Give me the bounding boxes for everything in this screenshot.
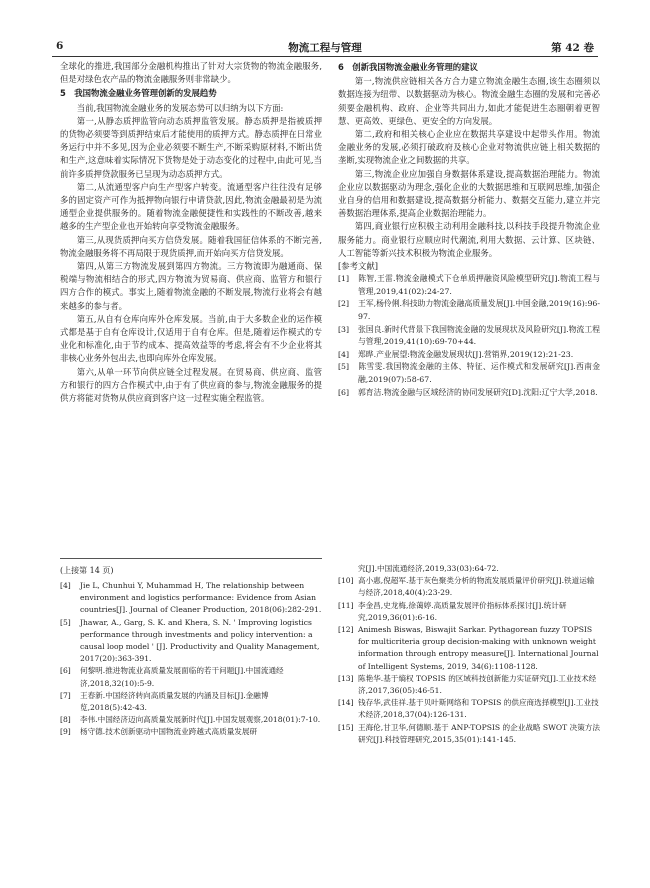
continued-note: (上接第 14 页) [60,566,114,575]
reference-item [338,563,600,575]
reference-text: 陈雪雯.我国物流金融的主体、特征、运作模式和发展研究[J].西南金融,2019(07):58-67. [358,362,600,384]
left-column [60,60,322,405]
reference-text: Jhawar, A., Garg, S. K. and Khera, S. N. ' Improving logistics performance through investments and policy intervention: a causal loop model ' [J]. Productivity and Quality Management, 2017(20):363-391. [80,617,320,664]
reference-text: Jie L, Chunhui Y, Muhammad H, The relationship between environment and logistics performance: Evidence from Asian countries[J]. Journal of Cleaner Production, 2018(06):282-291. [80,581,322,615]
reference-number: [6] [338,387,350,397]
reference-item [60,726,322,738]
reference-number: [5] [60,617,71,627]
reference-text: 高小惠,倪超军.基于灰色聚类分析的物流发展质量评价研究[J].铁道运输与经济,2018,40(4):23-29. [358,576,595,598]
reference-item [338,349,600,362]
reference-number: [1] [338,274,350,284]
reference-number: [7] [60,690,71,700]
reference-item [338,697,600,721]
reference-number: [11] [338,600,354,610]
reference-number: [4] [338,349,350,359]
paragraph: 第一,物流供应链相关各方合力建立物流金融生态圈,该生态圈须以数据连接为纽带、以数据驱动为核心。物流金融生态圈的发展和完善必须要金融机构、政府、企业等共同出力,如此才能促进生态圈朝着更智慧、更高效、更绿色、更安全的方向发展。 [338,76,600,126]
reference-text: 陈艳华.基于熵权 TOPSIS 的区域科技创新能力实证研究[J].工业技术经济,2017,36(05):46-51. [358,673,597,696]
reference-text: 郑晔.产业展望:物流金融发展现状[J].营销界,2019(12):21-23. [358,349,574,359]
reference-number: [6] [60,666,71,676]
reference-item [60,580,322,617]
paragraph: 第五,从自有仓库向库外仓库发展。当前,由于大多数企业的运作模式都是基于自有仓库设计,仅适用于自有仓库。但是,随着运作模式的专业化和标准化,由于节约成本、提高效益等的考虑,将会有不少企业将其非核心业务外包出去,也即向库外仓库发展。 [60,313,322,364]
paragraph: 第三,物流企业应加强自身数据体系建设,提高数据治理能力。物流企业应以数据驱动为理念,强化企业的大数据思维和互联网思维,加强企业自身的信用和数据建设,提高数据分析能力、数据交互能力,建立并完善数据治理体系,提高企业数据治理能力。 [338,168,600,219]
reference-text: 何黎明.推进物流业高质量发展面临的若干问题[J].中国流通经济,2018,32(10):5-9. [80,666,284,688]
reference-item [60,714,322,726]
reference-item [338,722,600,746]
reference-item [338,298,600,323]
journal-title: 物流工程与管理 [288,42,362,54]
reference-text: 张国良.新时代背景下我国物流金融的发展现状及风险研究[J].物流工程与管理,2019,41(10):69-70+44. [358,324,600,347]
reference-text: 究[J].中国流通经济,2019,33(03):64-72. [358,564,499,573]
reference-number: [5] [338,362,350,372]
running-header [52,40,598,57]
reference-item [60,690,322,714]
reference-item [60,617,322,666]
reference-item [338,575,600,599]
bottom-left-references [60,580,322,739]
reference-number: [14] [338,698,354,708]
paragraph: 第三,从现货质押向买方信贷发展。随着我国征信体系的不断完善,物流金融服务将不再局限于现货质押,而开始向买方信贷发展。 [60,234,322,258]
page-number: 6 [56,40,64,52]
volume-label: 第 42 卷 [551,42,594,54]
reference-item [338,273,600,298]
paragraph: 第四,商业银行应积极主动利用金融科技,以科技手段提升物流企业服务能力。商业银行应顺应时代潮流,利用大数据、云计算、区块链、人工智能等新兴技术积极为物流企业服务。 [338,221,600,258]
bottom-right-references [338,563,600,746]
right-column [338,60,600,399]
reference-number: [4] [60,581,71,590]
reference-number: [12] [338,625,354,635]
reference-number: [15] [338,722,354,732]
reference-number: [3] [338,324,350,334]
reference-item [338,361,600,386]
reference-text: 杨守德.技术创新驱动中国物流业跨越式高质量发展研 [80,727,258,737]
section-divider [60,558,322,559]
reference-text: 李金昌,史龙梅,徐蔼婷.高质量发展评价指标体系探讨[J].统计研究,2019,36(01):6-16. [358,600,567,622]
reference-text: 李伟.中国经济迈向高质量发展新时代[J].中国发展观察,2018(01):7-10. [80,715,321,725]
reference-item [60,665,322,689]
reference-item [338,624,600,673]
reference-text: 王海伦,甘卫华,何德顺.基于 ANP-TOPSIS 的企业战略 SWOT 决策方法研究[J].科技管理研究,2015,35(01):141-145. [358,722,600,744]
reference-text: 钱存华,武佳祥.基于贝叶斯网络和 TOPSIS 的供应商选择模型[J].工业技术经济,2018,37(04):126-131. [358,698,599,720]
paragraph: 全球化的推进,我国部分金融机构推出了针对大宗货物的物流金融服务,但是对绿色农产品的物流金融服务则非常缺少。 [60,61,322,85]
reference-item [338,324,600,349]
paragraph: 第四,从第三方物流发展到第四方物流。三方物流即为融通商、保税端与物流相结合的形式,四方物流为贸易商、供应商、监管方和银行四方合作的模式。事实上,随着物流金融的不断发展,物流行业将会有越来越多的参与者。 [60,261,322,311]
reference-item [338,673,600,697]
reference-item [338,600,600,624]
paragraph: 第一,从静态质押监管向动态质押监管发展。静态质押是指被质押的货物必须要等到质押结束后才能使用的质押方式。静态质押在日常业务运行中并不多见,因为企业必须要不断生产,不断采购原材料,不断出货和生产,这意味着实际情况下货物是处于动态变化的过程中,由此可见,当前许多质押贷款服务已呈现为动态质押方式。 [60,115,322,179]
reference-text: 郭育洁.物流金融与区域经济的协同发展研究[D].沈阳:辽宁大学,2018. [358,387,598,397]
reference-item [338,387,600,400]
section-heading-5: 5 我国物流金融业务管理创新的发展趋势 [60,88,217,99]
references-title: [参考文献] [338,261,379,272]
reference-text: 王春新.中国经济转向高质量发展的内涵及目标[J].金融博览,2018(5):42-43. [80,690,269,713]
paragraph: 第六,从单一环节向供应链全过程发展。在贸易商、供应商、监管方和银行的四方合作模式中,由于有了供应商的参与,物流金融服务的提供方将能对货物从供应商到客户这一过程实施全程监管。 [60,366,322,404]
reference-text: 王军,杨伶俐.科技助力物流金融高质量发展[J].中国金融,2019(16):96-97. [358,299,600,322]
section-heading-6: 6 创新我国物流金融业务管理的建议 [338,62,478,72]
reference-number: [2] [338,299,350,309]
paragraph: 第二,政府和相关核心企业应在数据共享建设中起带头作用。物流金融业务的发展,必须打破政府及核心企业对物流供应链上相关数据的垄断,实现物流企业之间数据的共享。 [338,129,600,166]
paragraph: 第二,从流通型客户向生产型客户转变。流通型客户往往没有足够多的固定资产可作为抵押物向银行申请贷款,因此,物流金融最初是为流通型企业提供服务的。随着物流金融便捷性和实践性的不断改善,越来越多的生产型企业也开始转向享受物流金融服务。 [60,181,322,232]
reference-text: Animesh Biswas, Biswajit Sarkar. Pythagorean fuzzy TOPSIS for multicriteria group decision-making with unknown weight information through entropy measure[J]. International Journal of Intelligent Systems, 2019, 34(6):1108-1128. [358,625,599,671]
reference-number: [8] [60,715,71,725]
paragraph: 当前,我国物流金融业务的发展态势可以归纳为以下方面: [76,102,284,113]
reference-number: [10] [338,576,354,586]
reference-number: [13] [338,673,354,683]
reference-text: 陈智,王雷.物流金融模式下仓单质押融资风险模型研究[J].物流工程与管理,2019,41(02):24-27. [358,274,600,296]
reference-number: [9] [60,727,71,737]
